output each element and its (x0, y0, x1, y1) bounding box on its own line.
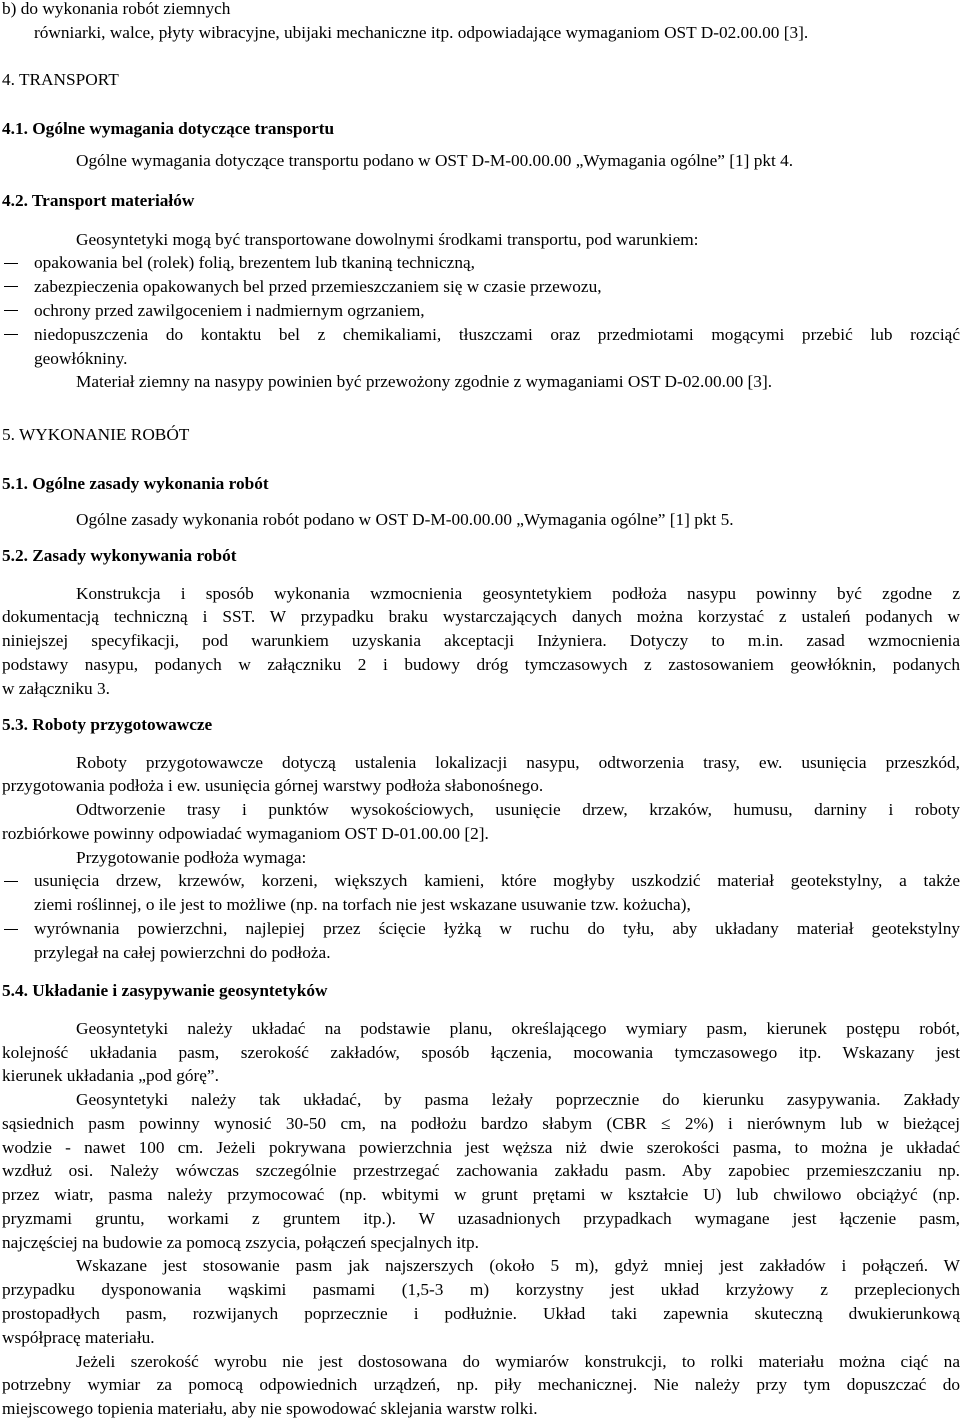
list-item: zabezpieczenia opakowanych bel przed przemieszczaniem się w czasie przewozu, (34, 277, 602, 296)
section-4-2-intro: Geosyntetyki mogą być transportowane dowolnymi środkami transportu, pod warunkiem: (76, 230, 699, 249)
paragraph-line: dokumentacją techniczną i SST. W przypadku braku wystarczających danych można korzystać z ustaleń podanych w (2, 607, 960, 626)
list-item: niedopuszczenia do kontaktu bel z chemikaliami, tłuszczami oraz przedmiotami mogącymi przebić lub rozciąć (34, 325, 960, 344)
section-5-1-heading: 5.1. Ogólne zasady wykonania robót (2, 474, 269, 493)
paragraph-line: Geosyntetyki należy tak układać, by pasma leżały poprzecznie do kierunku zasypywania. Zakłady (76, 1090, 960, 1109)
section-5-2-heading: 5.2. Zasady wykonywania robót (2, 546, 237, 565)
paragraph-line: wodzie - nawet 100 cm. Jeżeli pokrywana powierzchnia jest węższa niż dwie szerokości pasma, to można je układać (2, 1138, 960, 1157)
paragraph-line: kolejność układania pasm, szerokość zakładów, sposób łączenia, mocowania tymczasowego itp. Wskazany jest (2, 1043, 960, 1062)
section-5-1-paragraph: Ogólne zasady wykonania robót podano w OST D-M-00.00.00 „Wymagania ogólne” [1] pkt 5. (76, 510, 734, 529)
section-4-2-material: Materiał ziemny na nasypy powinien być przewożony zgodnie z wymaganiami OST D-02.00.00 [3]. (76, 372, 773, 391)
paragraph-line: miejscowego topienia materiału, aby nie spowodować sklejania warstw rolki. (2, 1399, 538, 1418)
list-item-continuation: przylegał na całej powierzchni do podłoża. (34, 943, 331, 962)
bullet-dash (4, 263, 18, 264)
list-item: ochrony przed zawilgoceniem i nadmiernym ogrzaniem, (34, 301, 425, 320)
list-item-continuation: geowłókniny. (34, 349, 128, 368)
list-item: usunięcia drzew, krzewów, korzeni, większych kamieni, które mogłyby uszkodzić materiał geotekstylny, a także (34, 871, 960, 890)
paragraph-line: rozbiórkowe powinny odpowiadać wymaganiom OST D-01.00.00 [2]. (2, 824, 489, 843)
paragraph-line: potrzebny wymiar za pomocą odpowiednich urządzeń, np. piły mechanicznej. Nie należy przy tym dopuszczać do (2, 1375, 960, 1394)
paragraph-line: sąsiednich pasm powinny wynosić 30-50 cm, na podłożu bardzo słabym (CBR ≤ 2%) i nierównym lub w bieżącej (2, 1114, 960, 1133)
paragraph-line: przygotowania podłoża i ew. usunięcia górnej warstwy podłoża słabonośnego. (2, 776, 544, 795)
bullet-dash (4, 310, 18, 311)
section-4-1-heading: 4.1. Ogólne wymagania dotyczące transportu (2, 119, 335, 138)
list-item: opakowania bel (rolek) folią, brezentem lub tkaniną techniczną, (34, 253, 475, 272)
list-item-b-text: równiarki, walce, płyty wibracyjne, ubijaki mechaniczne itp. odpowiadające wymaganiom OST D-02.00.00 [3]. (34, 23, 809, 42)
paragraph-line: najczęściej na budowie za pomocą zszycia, połączeń specjalnych itp. (2, 1233, 479, 1252)
section-4-heading: 4. TRANSPORT (2, 70, 119, 89)
paragraph-line: Roboty przygotowawcze dotyczą ustalenia lokalizacji nasypu, odtworzenia trasy, ew. usunięcia przeszkód, (76, 753, 960, 772)
paragraph-line: kierunek układania „pod górę”. (2, 1066, 219, 1085)
section-5-3-heading: 5.3. Roboty przygotowawcze (2, 715, 213, 734)
paragraph-line: prostopadłych pasm, rozwijanych poprzecznie i podłużnie. Układ taki zapewnia skuteczną dwukierunkową (2, 1304, 960, 1323)
section-5-4-heading: 5.4. Układanie i zasypywanie geosyntetyków (2, 981, 328, 1000)
bullet-dash (4, 334, 18, 335)
paragraph-line: Przygotowanie podłoża wymaga: (76, 848, 307, 867)
paragraph-line: Odtworzenie trasy i punktów wysokościowych, usunięcie drzew, krzaków, humusu, darniny i roboty (76, 800, 960, 819)
paragraph-line: pryzmami gruntu, workami z gruntem itp.). W uzasadnionych przypadkach wymagane jest łączenie pasm, (2, 1209, 960, 1228)
paragraph-line: Jeżeli szerokość wyrobu nie jest dostosowana do wymiarów konstrukcji, to rolki materiału można ciąć na (76, 1352, 960, 1371)
paragraph-line: w załączniku 3. (2, 679, 110, 698)
paragraph-line: niniejszej specyfikacji, pod warunkiem uzyskania akceptacji Inżyniera. Dotyczy to m.in. zasad wzmocnienia (2, 631, 960, 650)
paragraph-line: podstawy nasypu, podanych w załączniku 2 i budowy dróg tymczasowych z zastosowaniem geowłóknin, podanych (2, 655, 960, 674)
list-item-b-label: b) do wykonania robót ziemnych (2, 0, 231, 18)
section-5-heading: 5. WYKONANIE ROBÓT (2, 425, 190, 444)
paragraph-line: przypadku dysponowania wąskimi pasmami (1,5-3 m) korzystny jest układ krzyżowy z przeplecionych (2, 1280, 960, 1299)
paragraph-line: Wskazane jest stosowanie pasm jak najszerszych (około 5 m), gdyż mniej jest zakładów i połączeń. W (76, 1256, 960, 1275)
paragraph-line: wzdłuż osi. Należy wówczas szczególnie przestrzegać zachowania zakładu pasm. Aby zapobiec przemieszczaniu np. (2, 1161, 960, 1180)
bullet-dash (4, 929, 18, 930)
paragraph-line: współpracę materiału. (2, 1328, 155, 1347)
list-item: wyrównania powierzchni, najlepiej przez ścięcie łyżką w ruchu do tyłu, aby układany materiał geotekstylny (34, 919, 960, 938)
bullet-dash (4, 881, 18, 882)
paragraph-line: Geosyntetyki należy układać na podstawie planu, określającego wymiary pasm, kierunek postępu robót, (76, 1019, 960, 1038)
bullet-dash (4, 286, 18, 287)
paragraph-line: przez wiatr, pasma należy przymocować (np. wbitymi w grunt prętami w kształcie U) lub chwilowo obciążyć (np. (2, 1185, 960, 1204)
list-item-continuation: ziemi roślinnej, o ile jest to możliwe (np. na torfach nie jest wskazane usuwanie tzw. kożucha), (34, 895, 691, 914)
section-4-2-heading: 4.2. Transport materiałów (2, 191, 195, 210)
paragraph-line: Konstrukcja i sposób wykonania wzmocnienia geosyntetykiem podłoża nasypu powinny być zgodne z (76, 584, 960, 603)
section-4-1-paragraph: Ogólne wymagania dotyczące transportu podano w OST D-M-00.00.00 „Wymagania ogólne” [1] pkt 4. (76, 151, 794, 170)
